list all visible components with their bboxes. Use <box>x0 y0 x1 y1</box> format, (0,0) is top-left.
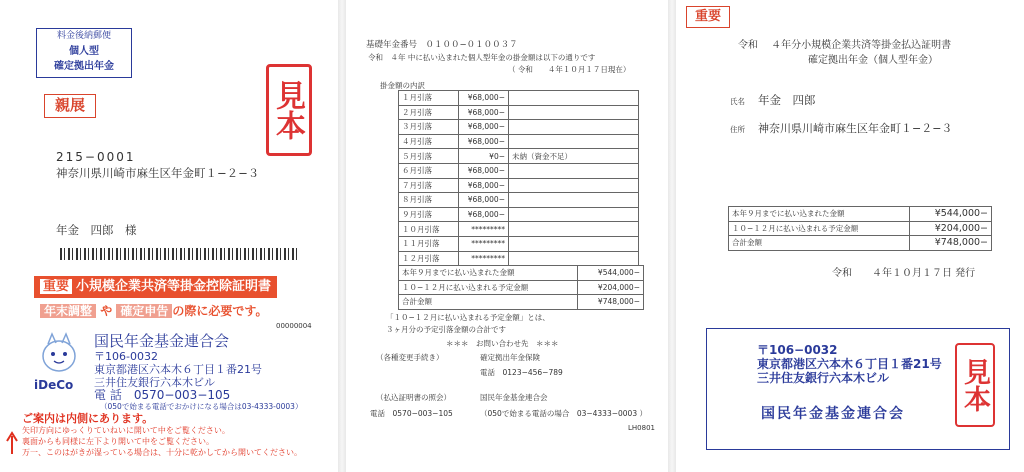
sender-address-box <box>706 328 1010 450</box>
postage-mark-line: 個人型 <box>69 46 99 57</box>
postcard-front-panel <box>0 0 338 472</box>
sample-seal-stamp: 見本 <box>266 64 312 156</box>
totals-label: 本年９月までに払い込まれた金額 <box>729 207 910 222</box>
month-cell: ８月引落 <box>399 193 459 208</box>
important-tag: 重要 <box>40 279 72 294</box>
contribution-detail-panel <box>346 0 668 472</box>
month-cell: ３月引落 <box>399 120 459 135</box>
sender-address-1: 東京都港区六本木６丁目１番21号 <box>757 357 942 371</box>
usage-connector: や <box>100 304 113 318</box>
form-code: LH0801 <box>628 424 655 432</box>
important-label: 重要 <box>686 6 730 28</box>
monthly-row <box>399 105 639 120</box>
note-cell <box>509 193 639 208</box>
amount-cell: ¥68,000− <box>459 163 509 178</box>
recipient-name: 年金 四郎 様 <box>56 223 137 237</box>
note-cell <box>509 163 639 178</box>
amount-cell: ¥68,000− <box>459 193 509 208</box>
note-cell: 未納（資金不足） <box>509 149 639 164</box>
postage-mark-line: 料金後納郵便 <box>56 31 111 41</box>
sender-org: 国民年金基金連合会 <box>761 406 905 422</box>
notice-line: 万一、このはがきが湿っている場合は、十分に乾かしてから開いてください。 <box>22 448 302 457</box>
tax-return-chip: 確定申告 <box>116 304 172 318</box>
month-cell: ９月引落 <box>399 207 459 222</box>
usage-suffix: の際に必要です。 <box>172 304 268 318</box>
issue-date: 令和 ４年１０月１７日 発行 <box>832 268 976 279</box>
monthly-row <box>399 91 639 106</box>
org-phone: 電 話 0570−003−105 <box>94 388 231 402</box>
totals-row <box>399 266 644 281</box>
month-cell: ４月引落 <box>399 134 459 149</box>
totals-amount: ¥748,000− <box>578 295 644 310</box>
ideco-logo: iDeCo <box>34 378 74 392</box>
important-banner <box>34 276 277 298</box>
note-cell <box>509 105 639 120</box>
totals-row <box>729 207 992 222</box>
totals-row <box>729 221 992 236</box>
note-cell <box>509 120 639 135</box>
totals-label: 合計金額 <box>399 295 578 310</box>
amount-cell: ¥68,000− <box>459 91 509 106</box>
note-cell <box>509 236 639 251</box>
as-of-date: （ 令和 ４年１０月１７日現在） <box>508 65 631 74</box>
usage-line <box>40 302 267 319</box>
note-cell <box>509 251 639 266</box>
monthly-row <box>399 251 639 266</box>
monthly-row <box>399 163 639 178</box>
sender-address-2: 三井住友銀行六本木ビル <box>757 371 890 385</box>
notice-line: 裏面からも同様に左下より開いて中をご覧ください。 <box>22 437 214 446</box>
month-cell: ７月引落 <box>399 178 459 193</box>
totals-label: １０−１２月に払い込まれる予定金額 <box>399 280 578 295</box>
totals-amount: ¥748,000− <box>910 236 992 251</box>
fold-line <box>668 0 676 472</box>
note-cell <box>509 134 639 149</box>
month-cell: １０月引落 <box>399 222 459 237</box>
note-cell <box>509 178 639 193</box>
confidential-label: 親展 <box>44 94 96 118</box>
year-end-adjustment-chip: 年末調整 <box>40 304 96 318</box>
postage-mark <box>36 28 132 78</box>
org-address-1: 東京都港区六本木６丁目１番21号 <box>94 363 262 376</box>
amount-cell: ¥68,000− <box>459 105 509 120</box>
totals-label: 本年９月までに払い込まれた金額 <box>399 266 578 281</box>
contact-label: （各種変更手続き） <box>376 353 444 362</box>
totals-amount: ¥544,000− <box>910 207 992 222</box>
holder-address: 神奈川県川崎市麻生区年金町１−２−３ <box>758 122 953 135</box>
holder-name: 年金 四郎 <box>758 93 816 107</box>
certificate-title: 令和 ４年分小規模企業共済等掛金払込証明書 <box>738 40 952 51</box>
month-cell: ５月引落 <box>399 149 459 164</box>
monthly-row <box>399 193 639 208</box>
totals-label: 合計金額 <box>729 236 910 251</box>
org-address-2: 三井住友銀行六本木ビル <box>94 376 215 389</box>
totals-row <box>399 295 644 310</box>
basic-pension-number: 基礎年金番号 ０１００−０１００３７ <box>366 40 518 50</box>
month-cell: １２月引落 <box>399 251 459 266</box>
amount-cell: ¥0− <box>459 149 509 164</box>
note-cell <box>509 207 639 222</box>
customer-barcode <box>60 248 300 260</box>
breakdown-label: 掛金額の内訳 <box>380 81 425 90</box>
name-label: 氏名 <box>730 97 745 106</box>
monthly-row <box>399 149 639 164</box>
amount-cell: ¥68,000− <box>459 120 509 135</box>
certificate-totals-table <box>728 206 992 251</box>
footnote: ３ヶ月分の予定引落金額の合計です <box>386 325 506 334</box>
contact-org: 確定拠出年金保険 <box>480 353 540 362</box>
month-cell: １１月引落 <box>399 236 459 251</box>
month-cell: ２月引落 <box>399 105 459 120</box>
amount-cell: ********* <box>459 251 509 266</box>
monthly-row <box>399 222 639 237</box>
monthly-row <box>399 134 639 149</box>
contact-label: （払込証明書の照会） <box>376 393 451 402</box>
month-cell: １月引落 <box>399 91 459 106</box>
amount-cell: ********* <box>459 236 509 251</box>
month-cell: ６月引落 <box>399 163 459 178</box>
monthly-row <box>399 178 639 193</box>
monthly-row <box>399 236 639 251</box>
totals-amount: ¥544,000− <box>578 266 644 281</box>
contact-phone: 電話 0123−456−789 <box>480 368 563 377</box>
totals-row <box>399 280 644 295</box>
totals-table <box>398 265 644 310</box>
footnote: 「１０−１２月に払い込まれる予定金額」とは、 <box>386 313 550 322</box>
certificate-subtitle: 確定拠出年金（個人型年金） <box>808 55 938 66</box>
monthly-row <box>399 207 639 222</box>
sample-seal-stamp: 見本 <box>955 343 995 427</box>
serial-number: 00000004 <box>276 322 312 330</box>
amount-cell: ¥68,000− <box>459 178 509 193</box>
recipient-zip: 215−0001 <box>56 150 136 164</box>
recipient-address: 神奈川県川崎市麻生区年金町１−２−３ <box>56 166 260 180</box>
address-label: 住所 <box>730 125 745 134</box>
contact-phone-note: （050で始まる電話の場合 03−4333−0003 ） <box>480 409 647 418</box>
totals-label: １０−１２月に払い込まれる予定金額 <box>729 221 910 236</box>
postage-mark-line: 確定拠出年金 <box>54 61 114 72</box>
amount-cell: ********* <box>459 222 509 237</box>
mascot-icon <box>34 330 84 378</box>
amount-cell: ¥68,000− <box>459 134 509 149</box>
org-zip: 〒106-0032 <box>94 350 158 363</box>
fold-line <box>338 0 346 472</box>
totals-amount: ¥204,000− <box>910 221 992 236</box>
notice-line: 矢印方向にゆっくりていねいに開いて中をご覧ください。 <box>22 426 230 435</box>
sender-zip: 〒106−0032 <box>757 343 838 357</box>
contact-heading: ＊＊＊ お問い合わせ先 ＊＊＊ <box>446 339 559 348</box>
contact-phone: 電話 0570−003−105 <box>370 409 453 418</box>
notice-title: ご案内は内側にあります。 <box>22 412 154 425</box>
org-name: 国民年金基金連合会 <box>94 332 230 350</box>
amount-cell: ¥68,000− <box>459 207 509 222</box>
totals-row <box>729 236 992 251</box>
monthly-row <box>399 120 639 135</box>
monthly-table <box>398 90 639 266</box>
org-phone-note: （050で始まる電話でおかけになる場合は03-4333-0003） <box>100 402 303 411</box>
open-arrow-icon <box>6 430 18 454</box>
note-cell <box>509 91 639 106</box>
contact-org: 国民年金基金連合会 <box>480 393 548 402</box>
note-cell <box>509 222 639 237</box>
banner-text: 小規模企業共済等掛金控除証明書 <box>76 279 272 294</box>
totals-amount: ¥204,000− <box>578 280 644 295</box>
intro-text: 令和 ４年 中に払い込まれた個人型年金の掛金額は以下の通りです <box>368 53 596 62</box>
